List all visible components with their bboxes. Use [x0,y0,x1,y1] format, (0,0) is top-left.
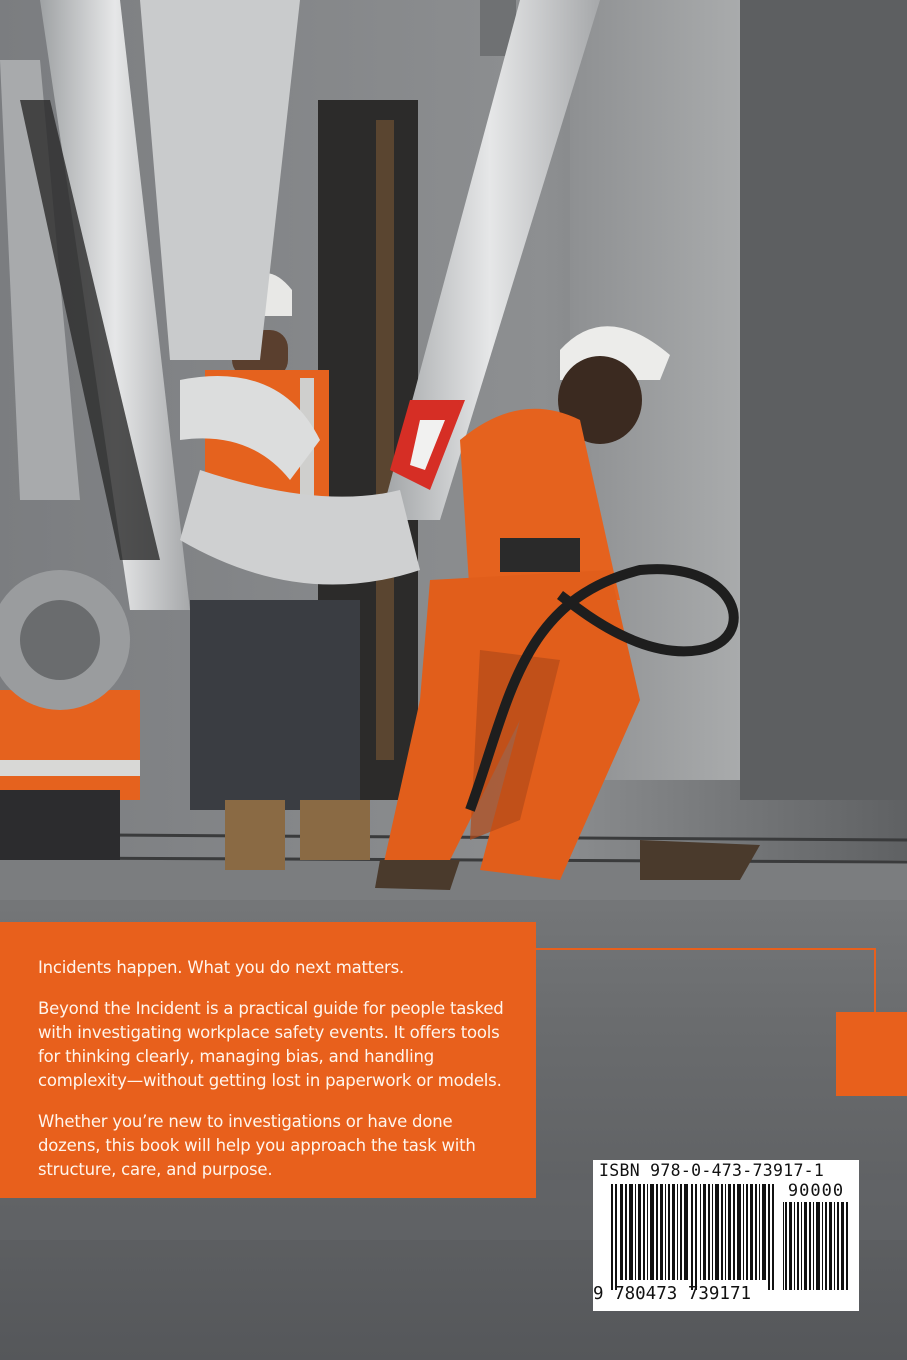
addon-barcode-bars [783,1202,849,1290]
accent-line-horizontal [536,948,876,950]
accent-block [836,1012,907,1096]
accent-line-vertical [874,948,876,1012]
blurb-audience: Whether you’re new to investigations or have done dozens, this book will help you approach the task with structure, care, and purpose. [38,1112,476,1179]
ean-barcode-bars [611,1184,779,1290]
isbn-barcode [593,1160,859,1311]
isbn-label: ISBN 978-0-473-73917-1 [599,1161,825,1180]
addon-digits: 90000 [787,1181,845,1201]
ean-digits: 9 780473 739171 [593,1284,752,1304]
blurb-panel [0,922,536,1198]
blurb-description: Beyond the Incident is a practical guide for people tasked with investigating workplace safety events. It offers tools for thinking clearly, managing bias, and handling complexity—without getting lost in paperwork or models. [38,999,504,1090]
blurb-tagline: Incidents happen. What you do next matters. [38,958,405,977]
